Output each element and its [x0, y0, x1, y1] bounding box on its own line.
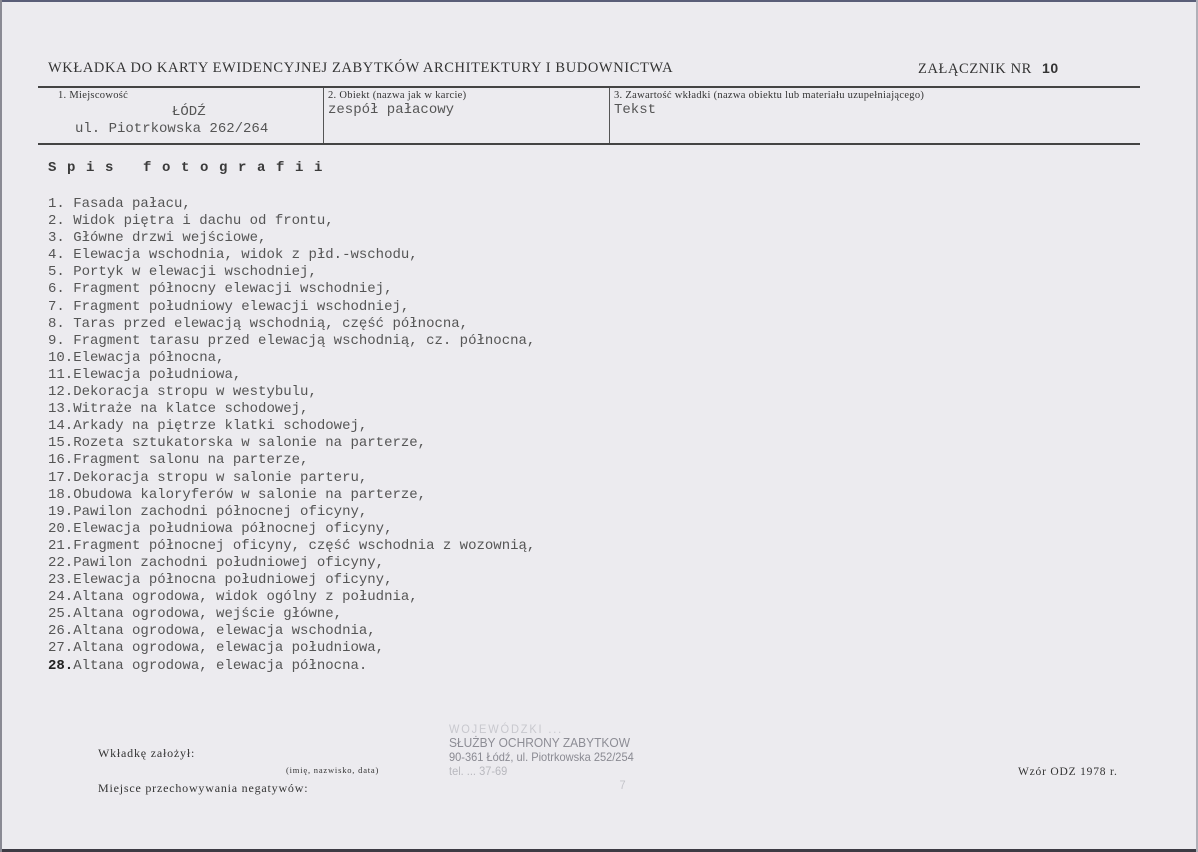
item-text: Altana ogrodowa, widok ogólny z południa, [73, 589, 418, 606]
item-text: Pawilon zachodni południowej oficyny, [73, 554, 385, 571]
item-number: 19. [48, 503, 74, 520]
founder-hint: (imię, nazwisko, data) [286, 765, 380, 775]
item-text: Fragment północny elewacji wschodniej, [73, 281, 393, 298]
object-value: zespół pałacowy [328, 102, 455, 118]
item-number: 5. [48, 264, 74, 281]
item-number: 9. [48, 332, 74, 349]
annex-heading [918, 60, 1059, 78]
item-number: 20. [48, 520, 74, 537]
item-number: 14. [48, 418, 74, 435]
list-item [48, 589, 535, 606]
list-item [48, 487, 535, 504]
list-item [48, 264, 535, 281]
photo-list [48, 196, 535, 675]
list-item [48, 435, 535, 452]
list-item [48, 640, 535, 657]
stamp-line-3: tel. ... 37-69 [449, 764, 508, 778]
item-number: 25. [48, 606, 74, 623]
list-item [48, 367, 535, 384]
list-item [48, 213, 535, 230]
item-text: Dekoracja stropu w westybulu, [73, 384, 317, 401]
list-item [48, 606, 535, 623]
item-text: Arkady na piętrze klatki schodowej, [73, 418, 368, 435]
page-edge-left [0, 0, 2, 852]
item-number: 21. [48, 537, 74, 554]
locality-city: ŁÓDŹ [172, 104, 206, 120]
locality-label: 1. Miejscowość [58, 90, 129, 101]
stamp-line-4: 7 [619, 778, 626, 792]
list-item [48, 521, 535, 538]
list-item [48, 572, 535, 589]
item-text: Altana ogrodowa, elewacja południowa, [73, 640, 385, 657]
item-text: Altana ogrodowa, wejście główne, [73, 606, 343, 623]
list-item [48, 418, 535, 435]
item-text: Elewacja południowa, [73, 366, 242, 383]
item-number: 11. [48, 366, 74, 383]
item-number: 8. [48, 315, 74, 332]
list-item [48, 196, 535, 213]
office-stamp [449, 722, 634, 792]
item-number: 1. [48, 196, 74, 212]
annex-number: 10 [1041, 60, 1059, 76]
item-text: Fragment tarasu przed elewacją wschodnią, cz. północna, [73, 332, 536, 349]
item-number: 27. [48, 640, 74, 657]
item-text: Rozeta sztukatorska w salonie na parterze, [73, 435, 427, 452]
item-text: Fragment północnej oficyny, część wschodnia z wozownią, [73, 537, 536, 554]
item-number: 22. [48, 554, 74, 571]
annex-label: ZAŁĄCZNIK NR [918, 61, 1032, 77]
list-item [48, 247, 535, 264]
list-item [48, 384, 535, 401]
item-number: 15. [48, 435, 74, 452]
item-text: Portyk w elewacji wschodniej, [73, 264, 317, 281]
locality-street: ul. Piotrkowska 262/264 [75, 121, 269, 137]
item-text: Widok piętra i dachu od frontu, [73, 213, 334, 230]
item-number: 7. [48, 298, 74, 315]
item-number: 17. [48, 469, 74, 486]
item-number: 6. [48, 281, 74, 298]
header-table [38, 86, 1140, 145]
list-item [48, 333, 535, 350]
item-number: 24. [48, 589, 74, 606]
item-text: Fasada pałacu, [73, 196, 191, 212]
form-pattern-label: Wzór ODZ 1978 r. [1018, 766, 1118, 778]
stamp-line-1: SŁUŻBY OCHRONY ZABYTKOW [449, 735, 630, 750]
item-number: 4. [48, 247, 74, 264]
list-item [48, 350, 535, 367]
list-item [48, 230, 535, 247]
list-item [48, 470, 535, 487]
item-number: 28. [48, 657, 74, 674]
item-text: Elewacja wschodnia, widok z płd.-wschodu, [73, 247, 418, 264]
item-number: 18. [48, 486, 74, 503]
item-number: 2. [48, 213, 74, 230]
list-item [48, 401, 535, 418]
form-title: WKŁADKA DO KARTY EWIDENCYJNEJ ZABYTKÓW ARCHITEKTURY I BUDOWNICTWA [48, 60, 674, 76]
item-text: Fragment południowy elewacji wschodniej, [73, 298, 410, 315]
item-text: Elewacja północna południowej oficyny, [73, 572, 393, 589]
list-item [48, 452, 535, 469]
list-item [48, 555, 535, 572]
list-item [48, 281, 535, 298]
item-text: Altana ogrodowa, elewacja wschodnia, [73, 623, 376, 640]
list-item [48, 504, 535, 521]
item-number: 16. [48, 452, 74, 469]
list-item [48, 299, 535, 316]
contents-label: 3. Zawartość wkładki (nazwa obiektu lub materiału uzupełniającego) [614, 90, 925, 101]
item-number: 23. [48, 572, 74, 589]
item-text: Obudowa kaloryferów w salonie na parterze, [73, 486, 427, 503]
item-number: 12. [48, 384, 74, 401]
negatives-label: Miejsce przechowywania negatywów: [98, 781, 309, 795]
item-text: Dekoracja stropu w salonie parteru, [73, 469, 368, 486]
page-edge-top [0, 0, 1198, 2]
item-text: Witraże na klatce schodowej, [73, 401, 309, 418]
item-number: 10. [48, 349, 74, 366]
item-number: 3. [48, 230, 74, 247]
list-item [48, 623, 535, 640]
list-item [48, 658, 535, 675]
locality-cell [38, 88, 323, 143]
item-text: Taras przed elewacją wschodnią, część północna, [73, 315, 469, 332]
stamp-line-0: WOJEWÓDZKI ... [449, 722, 564, 736]
contents-cell [609, 88, 1140, 143]
item-number: 13. [48, 401, 74, 418]
item-text: Główne drzwi wejściowe, [73, 230, 267, 247]
contents-value: Tekst [614, 102, 657, 118]
item-text: Elewacja północna, [73, 349, 225, 366]
object-cell [323, 88, 609, 143]
object-label: 2. Obiekt (nazwa jak w karcie) [328, 90, 467, 101]
item-text: Fragment salonu na parterze, [73, 452, 309, 469]
item-text: Altana ogrodowa, elewacja północna. [73, 657, 368, 674]
list-item [48, 316, 535, 333]
item-text: Elewacja południowa północnej oficyny, [73, 520, 393, 537]
list-item [48, 538, 535, 555]
founder-label: Wkładkę założył: [98, 746, 196, 760]
item-text: Pawilon zachodni północnej oficyny, [73, 503, 368, 520]
item-number: 26. [48, 623, 74, 640]
photo-index-title: Spis fotografii [48, 160, 334, 176]
stamp-line-2: 90-361 Łódź, ul. Piotrkowska 252/254 [449, 750, 634, 764]
